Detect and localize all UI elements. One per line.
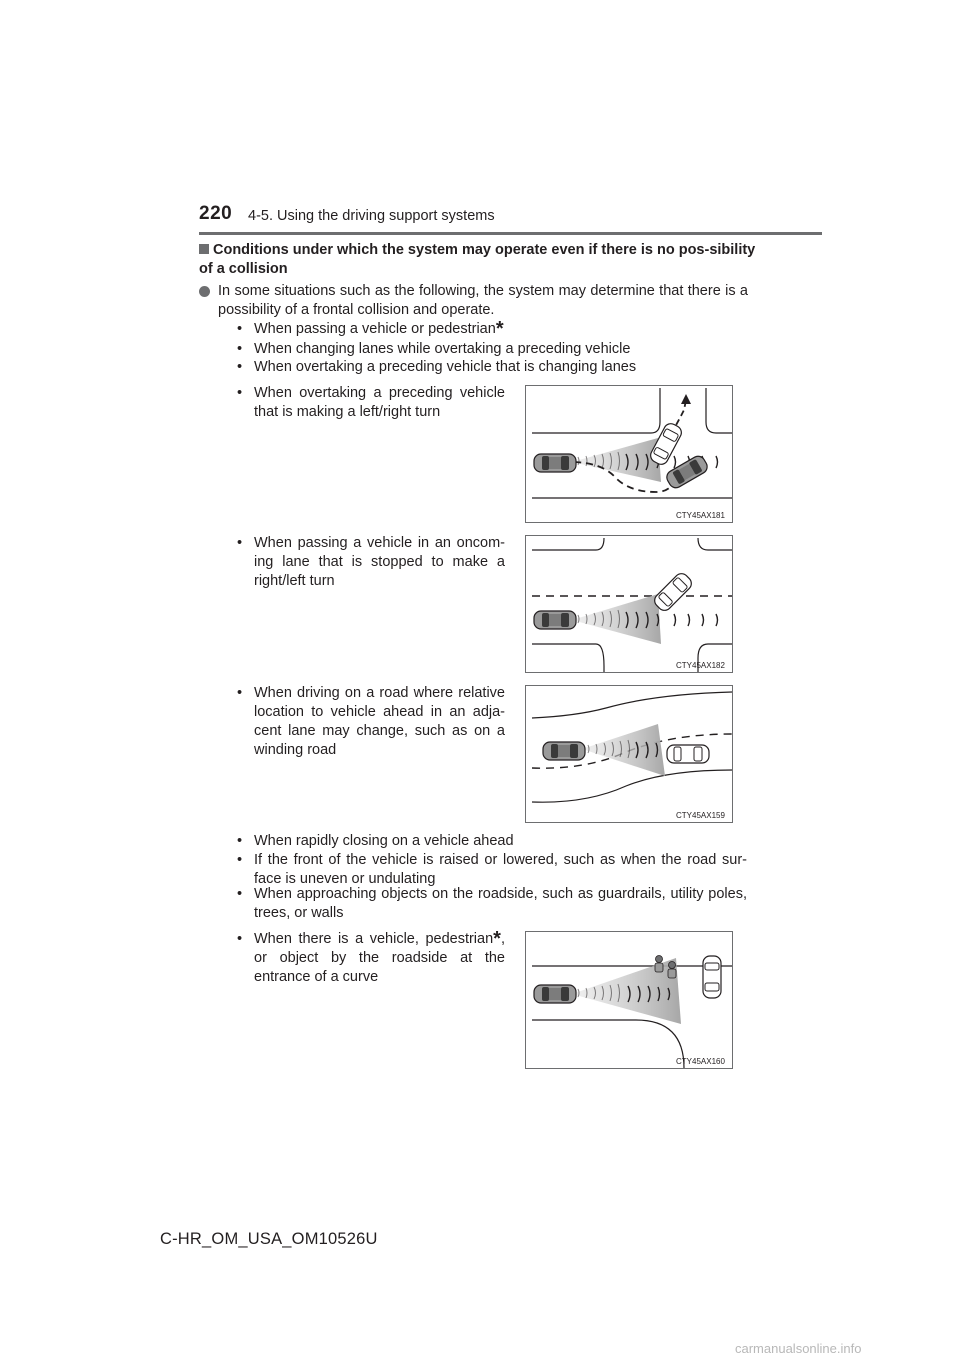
figure-code: CTY45AX160	[676, 1057, 725, 1066]
illustration-oncoming-turn	[525, 535, 733, 673]
list-item: • When driving on a road where relative location to vehicle ahead in an adja-cent lane may change, such as on a winding road	[237, 685, 505, 758]
intro-paragraph	[218, 282, 748, 320]
illustration-curve-entrance	[525, 931, 733, 1069]
asterisk-mark: *	[495, 318, 504, 340]
list-item: • When changing lanes while overtaking a preceding vehicle	[237, 341, 631, 357]
footer-code: C-HR_OM_USA_OM10526U	[160, 1230, 378, 1248]
oncoming-vehicle-icon	[652, 571, 694, 613]
bullet-icon: •	[237, 535, 243, 551]
list-item: • When passing a vehicle or pedestrian*	[237, 318, 504, 340]
circle-bullet-icon	[199, 286, 210, 297]
bullet-icon: •	[237, 341, 243, 357]
list-item: • When rapidly closing on a vehicle ahead	[237, 833, 514, 849]
page-number: 220	[199, 203, 233, 224]
square-bullet-icon	[199, 244, 209, 254]
watermark: carmanualsonline.info	[735, 1341, 862, 1356]
figure-code: CTY45AX181	[676, 511, 725, 520]
section-heading	[199, 241, 759, 279]
bullet-icon: •	[237, 852, 243, 868]
figure-code: CTY45AX182	[676, 661, 725, 670]
bullet-icon: •	[237, 321, 243, 337]
own-vehicle-icon	[534, 985, 576, 1003]
adjacent-vehicle-icon	[667, 745, 709, 763]
figure-code: CTY45AX159	[676, 811, 725, 820]
list-item: • When there is a vehicle, pedestrian*, or object by the roadside at the entrance of a curve	[237, 928, 505, 985]
list-item: • When overtaking a preceding vehicle that is making a left/right turn	[237, 385, 505, 420]
list-item: • When overtaking a preceding vehicle that is changing lanes	[237, 359, 637, 375]
overtaking-vehicle-icon	[664, 454, 709, 491]
list-item: • If the front of the vehicle is raised or lowered, such as when the road sur-face is uneven or undulating	[237, 852, 747, 887]
asterisk-mark: *	[493, 928, 501, 950]
own-vehicle-icon	[543, 742, 585, 760]
bullet-icon: •	[237, 931, 243, 947]
section-title: 4-5. Using the driving support systems	[248, 208, 495, 224]
illustration-winding-road	[525, 685, 733, 823]
intro-text: In some situations such as the following, the system may determine that there is a possibility of a frontal collision and operate.	[218, 283, 748, 318]
bullet-icon: •	[237, 685, 243, 701]
bullet-icon: •	[237, 385, 243, 401]
list-item: • When passing a vehicle in an oncom-ing lane that is stopped to make a right/left turn	[237, 535, 505, 589]
list-item: • When approaching objects on the roadside, such as guardrails, utility poles, trees, or walls	[237, 886, 747, 921]
heading-text: Conditions under which the system may operate even if there is no pos-sibility of a collision	[199, 242, 756, 277]
own-vehicle-icon	[534, 454, 576, 472]
bullet-icon: •	[237, 886, 243, 902]
bullet-icon: •	[237, 833, 243, 849]
bullet-icon: •	[237, 359, 243, 375]
header-rule	[199, 232, 822, 235]
illustration-overtaking-turning	[525, 385, 733, 523]
roadside-vehicle-icon	[703, 956, 721, 998]
own-vehicle-icon	[534, 611, 576, 629]
